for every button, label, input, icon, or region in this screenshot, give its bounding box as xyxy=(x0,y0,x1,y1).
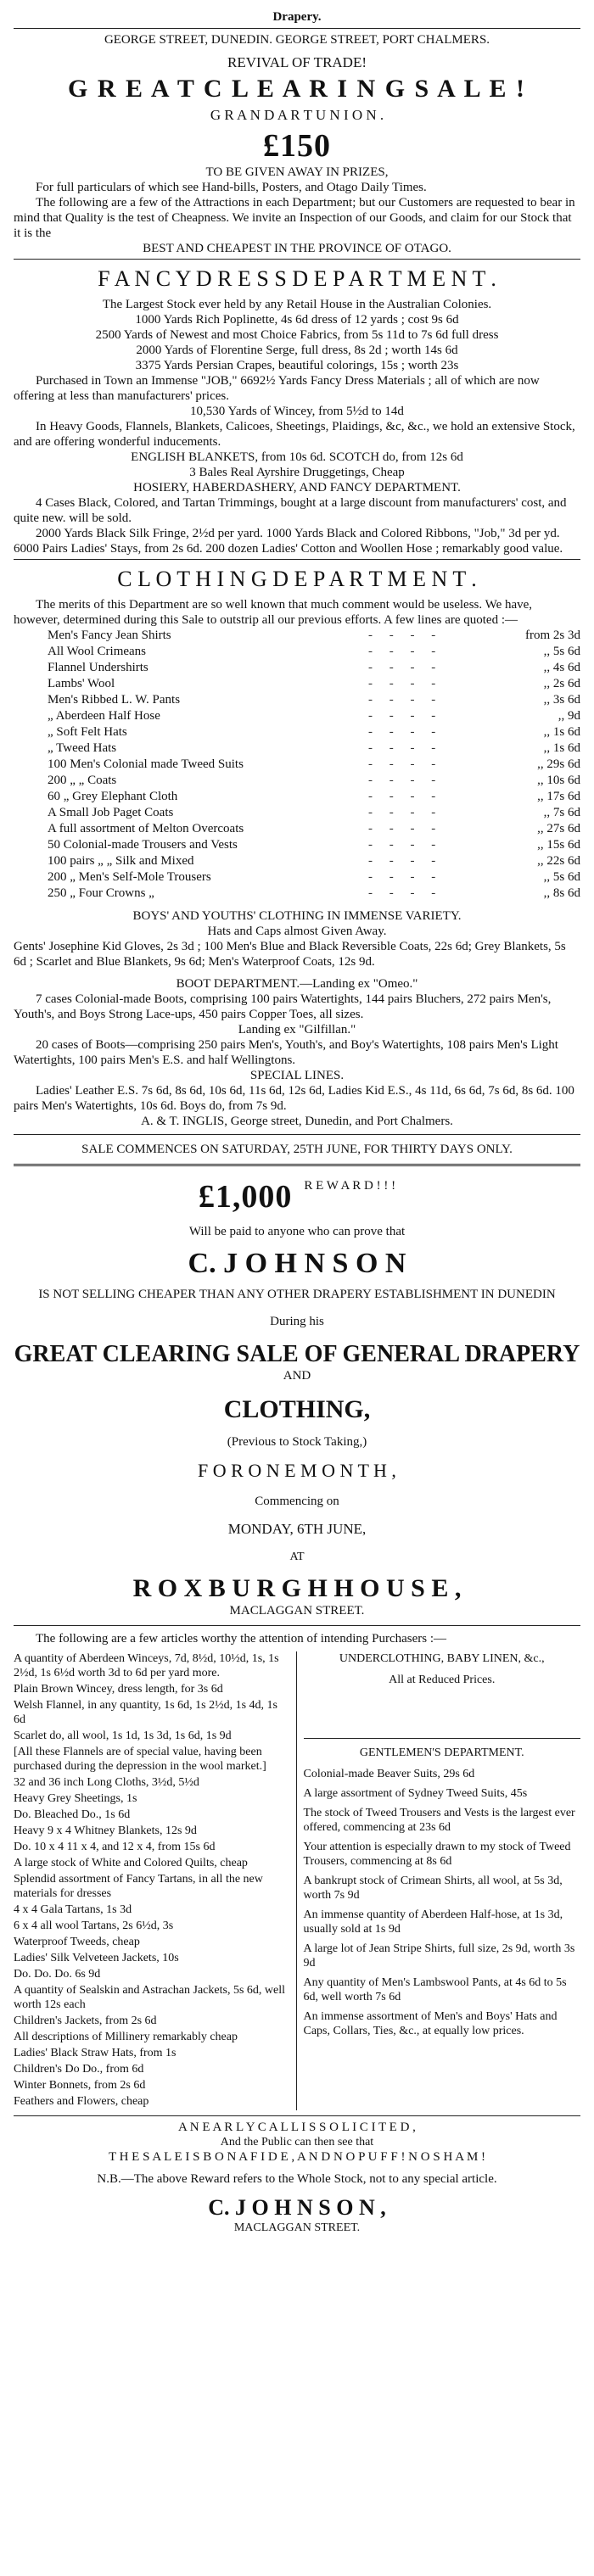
clothing-item: 100 Men's Colonial made Tweed Suits xyxy=(48,757,244,771)
clothing-item: All Wool Crimeans xyxy=(48,645,147,658)
fancy-line: 2000 Yards of Florentine Serge, full dress, 8s 2d ; worth 14s 6d xyxy=(136,344,458,357)
monday-date: MONDAY, 6TH JUNE, xyxy=(227,1521,367,1537)
fancy-dress-heading: F A N C Y D R E S S D E P A R T M E N T . xyxy=(98,266,496,291)
reward-amount: £1,000 xyxy=(198,1179,293,1215)
underclothing: UNDERCLOTHING, BABY LINEN, &c., xyxy=(339,1652,545,1665)
clothing-item: 200 „ „ Coats xyxy=(48,774,117,787)
clothing-price: ,, 7s 6d xyxy=(543,806,580,819)
best-cheapest: BEST AND CHEAPEST IN THE PROVINCE OF OTAGO. xyxy=(143,242,451,255)
drapery-item: Ladies' Silk Velveteen Jackets, 10s xyxy=(14,1952,179,1964)
clothing-item: „ Aberdeen Half Hose xyxy=(48,709,160,723)
gentlemens-item: Colonial-made Beaver Suits, 29s 6d xyxy=(303,1768,475,1780)
drapery-item: 4 x 4 Gala Tartans, 1s 3d xyxy=(14,1903,132,1916)
clothing-item: 60 „ Grey Elephant Cloth xyxy=(48,790,178,803)
clothing-item: „ Tweed Hats xyxy=(48,741,117,755)
divider xyxy=(14,259,580,260)
clothing-row xyxy=(14,757,580,773)
clothing-price: ,, 8s 6d xyxy=(543,886,580,900)
section-header: Drapery. xyxy=(272,10,322,24)
grand-art-union: G R A N D A R T U N I O N . xyxy=(210,107,384,123)
attractions-text: The following are a few of the Attractions in each Department; but our Customers are requested to bear in mind that Quality is the test of Cheapness. We invite an Inspection of our Goods, and claim for our Stock that it is the xyxy=(14,196,575,240)
reward-word: R E W A R D ! ! ! xyxy=(304,1179,396,1193)
fancy-line: 1000 Yards Rich Poplinette, 4s 6d dress of 12 yards ; cost 9s 6d xyxy=(135,313,459,327)
leader-dots: - - - - xyxy=(368,757,443,771)
clothing-item: Lambs' Wool xyxy=(48,677,115,690)
clothing-item: A Small Job Paget Coats xyxy=(48,806,174,819)
johnson-signature: C. J O H N S O N , xyxy=(208,2195,386,2220)
drapery-item: Scarlet do, all wool, 1s 1d, 1s 3d, 1s 6d, 1s 9d xyxy=(14,1729,232,1742)
fancy-line: 3375 Yards Persian Crapes, beautiful colorings, 15s ; worth 23s xyxy=(135,359,459,372)
following-articles: The following are a few articles worthy the attention of intending Purchasers :— xyxy=(36,1632,447,1646)
nb-note: N.B.—The above Reward refers to the Whole Stock, not to any special article. xyxy=(97,2172,497,2186)
gentlemens-item: A bankrupt stock of Crimean Shirts, all wool, at 5s 3d, worth 7s 9d xyxy=(303,1875,563,1902)
clothing-price: ,, 29s 6d xyxy=(537,757,580,771)
drapery-item: Welsh Flannel, in any quantity, 1s 6d, 1s 2½d, 1s 4d, 1s 6d xyxy=(14,1699,278,1726)
boys-text: Gents' Josephine Kid Gloves, 2s 3d ; 100 Men's Blue and Black Reversible Coats, 22s 6d; Grey Blankets, 5s 6d ; Scarlet and Blue Blankets, 9s 6d; Men's Waterproof Coats, 12s 9d. xyxy=(14,940,566,969)
clothing-price: ,, 10s 6d xyxy=(537,774,580,787)
fancy-line: 10,530 Yards of Wincey, from 5½d to 14d xyxy=(190,405,404,418)
great-clearing-sale-heading: G R E A T C L E A R I N G S A L E ! xyxy=(68,75,526,103)
boys-heading: BOYS' AND YOUTHS' CLOTHING IN IMMENSE VARIETY. xyxy=(132,909,462,923)
fancy-line: ENGLISH BLANKETS, from 10s 6d. SCOTCH do, from 12s 6d xyxy=(131,450,463,464)
leader-dots: - - - - xyxy=(368,838,443,852)
fancy-line: 2500 Yards of Newest and most Choice Fabrics, from 5s 11d to 7s 6d full dress xyxy=(95,328,499,342)
drapery-item: Waterproof Tweeds, cheap xyxy=(14,1936,140,1948)
clothing-row xyxy=(14,676,580,692)
gentlemens-item: A large assortment of Sydney Tweed Suits, 45s xyxy=(303,1787,528,1800)
signature-street: MACLAGGAN STREET. xyxy=(233,2221,361,2234)
clothing-price: ,, 4s 6d xyxy=(543,661,580,674)
clothing-row xyxy=(14,740,580,757)
bona-fide: T H E S A L E I S B O N A F I D E , A N D N O P U F F ! N O S H A M ! xyxy=(108,2150,486,2164)
clothing-item: 50 Colonial-made Trousers and Vests xyxy=(48,838,238,852)
prize-line: TO BE GIVEN AWAY IN PRIZES, xyxy=(205,165,389,179)
clothing-price: ,, 5s 6d xyxy=(543,645,580,658)
clothing-row xyxy=(14,853,580,869)
clothing-row xyxy=(14,837,580,853)
clothing-dept-heading: C L O T H I N G D E P A R T M E N T . xyxy=(117,567,477,591)
leader-dots: - - - - xyxy=(368,870,443,884)
fancy-dress-list xyxy=(14,297,580,556)
clothing-price: ,, 5s 6d xyxy=(543,870,580,884)
drapery-item: 6 x 4 all wool Tartans, 2s 6½d, 3s xyxy=(14,1919,174,1932)
clothing-price: ,, 17s 6d xyxy=(537,790,580,803)
boot-landing: Landing ex "Gilfillan." xyxy=(238,1023,356,1037)
leader-dots: - - - - xyxy=(368,886,443,900)
gentlemens-items xyxy=(304,1767,581,2038)
clothing-price: ,, 15s 6d xyxy=(537,838,580,852)
divider xyxy=(14,1625,580,1626)
gentlemens-item: Any quantity of Men's Lambswool Pants, at 4s 6d to 5s 6d, well worth 7s 6d xyxy=(303,1976,567,2003)
previous-stock: (Previous to Stock Taking,) xyxy=(227,1435,367,1449)
leader-dots: - - - - xyxy=(368,854,443,868)
divider xyxy=(14,559,580,560)
drapery-item: Winter Bonnets, from 2s 6d xyxy=(14,2079,146,2092)
reduced-prices: All at Reduced Prices. xyxy=(389,1674,496,1686)
top-addresses: GEORGE STREET, DUNEDIN. GEORGE STREET, PORT CHALMERS. xyxy=(104,33,490,47)
johnson-advertisement xyxy=(14,1178,580,2235)
drapery-item: A quantity of Sealskin and Astrachan Jackets, 5s 6d, well worth 12s each xyxy=(14,1984,285,2011)
top-rule xyxy=(14,28,580,29)
gentlemens-item: The stock of Tweed Trousers and Vests is the largest ever offered, commencing at 23s 6d xyxy=(303,1807,575,1834)
clothing-row xyxy=(14,789,580,805)
at-word: AT xyxy=(289,1551,305,1563)
right-column xyxy=(304,1651,581,2110)
fancy-line: In Heavy Goods, Flannels, Blankets, Calicoes, Sheetings, Plaidings, &c, &c., we hold an extensive Stock, and are offering wonderful inducements. xyxy=(14,420,575,449)
left-column xyxy=(14,1651,297,2110)
leader-dots: - - - - xyxy=(368,822,443,835)
drapery-item: Children's Jackets, from 2s 6d xyxy=(14,2014,157,2027)
boot-text-2: 20 cases of Boots—comprising 250 pairs Men's, Youth's, and Boy's Watertights, 108 pairs Men's Light Watertights, 100 pairs Men's E.S. and half Wellingtons. xyxy=(14,1038,558,1067)
clothing-intro: The merits of this Department are so well known that much comment would be useless. We have, however, determined during this Sale to outstrip all our previous efforts. A few lines are quoted :— xyxy=(14,598,533,627)
clothing-price: ,, 1s 6d xyxy=(543,725,580,739)
particulars: For full particulars of which see Hand-bills, Posters, and Otago Daily Times. xyxy=(36,181,427,194)
gentlemens-dept: GENTLEMEN'S DEPARTMENT. xyxy=(359,1746,524,1759)
clothing-item: A full assortment of Melton Overcoats xyxy=(48,822,244,835)
hosiery-heading: HOSIERY, HABERDASHERY, AND FANCY DEPARTMENT. xyxy=(133,481,461,495)
drapery-item: Heavy 9 x 4 Whitney Blankets, 12s 9d xyxy=(14,1824,197,1837)
leader-dots: - - - - xyxy=(368,661,443,674)
gcs-general-drapery: GREAT CLEARING SALE OF GENERAL DRAPERY xyxy=(14,1341,580,1367)
gentlemens-item: A large lot of Jean Stripe Shirts, full size, 2s 9d, worth 3s 9d xyxy=(303,1942,575,1970)
fancy-line: Purchased in Town an Immense "JOB," 6692½ Yards Fancy Dress Materials ; all of which are now offering at less than manufacturers' prices. xyxy=(14,374,540,403)
clothing-row xyxy=(14,869,580,886)
clothing-item: „ Soft Felt Hats xyxy=(48,725,127,739)
clothing-item: 250 „ Four Crowns „ xyxy=(48,886,154,900)
leader-dots: - - - - xyxy=(368,741,443,755)
drapery-item: Plain Brown Wincey, dress length, for 3s 6d xyxy=(14,1683,223,1696)
special-heading: SPECIAL LINES. xyxy=(249,1069,345,1082)
clothing-price: ,, 1s 6d xyxy=(543,741,580,755)
clothing-row xyxy=(14,805,580,821)
inglis-signature: A. & T. INGLIS, George street, Dunedin, and Port Chalmers. xyxy=(141,1115,453,1128)
drapery-item: Heavy Grey Sheetings, 1s xyxy=(14,1792,137,1805)
clothing-row xyxy=(14,628,580,644)
inglis-advertisement xyxy=(14,32,580,1157)
drapery-item: Do. 10 x 4 11 x 4, and 12 x 4, from 15s 6d xyxy=(14,1841,216,1853)
divider xyxy=(14,1134,580,1135)
during: During his xyxy=(270,1315,324,1328)
and-word: AND xyxy=(283,1369,311,1383)
clothing-price: ,, 2s 6d xyxy=(543,677,580,690)
drapery-item: Ladies' Black Straw Hats, from 1s xyxy=(14,2047,177,2059)
clothing-row xyxy=(14,644,580,660)
commencing: Commencing on xyxy=(255,1495,339,1508)
boys-sub: Hats and Caps almost Given Away. xyxy=(207,925,387,938)
clothing-row xyxy=(14,660,580,676)
divider xyxy=(14,2115,580,2116)
drapery-item: All descriptions of Millinery remarkably cheap xyxy=(14,2031,238,2043)
clothing-price: ,, 22s 6d xyxy=(537,854,580,868)
fancy-line: 4 Cases Black, Colored, and Tartan Trimmings, bought at a large discount from manufacturers' cost, and quite new. will be sold. xyxy=(14,496,567,525)
drapery-item: Do. Bleached Do., 1s 6d xyxy=(14,1808,131,1821)
clothing-price: ,, 27s 6d xyxy=(537,822,580,835)
special-text: Ladies' Leather E.S. 7s 6d, 8s 6d, 10s 6d, 11s 6d, 12s 6d, Ladies Kid E.S., 4s 11d, 6s 6d, 7s 6d, 8s 6d. 100 pairs Men's Watertights, 10s 6d. Boys do, from 7s 9d. xyxy=(14,1084,574,1113)
gentlemens-item: Your attention is especially drawn to my stock of Tweed Trousers, commencing at 8s 6d xyxy=(303,1841,571,1868)
newspaper-page xyxy=(7,0,587,2235)
clothing-item: 200 „ Men's Self-Mole Trousers xyxy=(48,870,211,884)
for-one-month: F O R O N E M O N T H , xyxy=(198,1460,396,1481)
drapery-item: A large stock of White and Colored Quilts, cheap xyxy=(14,1857,248,1869)
clothing-price: from 2s 3d xyxy=(525,629,580,642)
clothing-price-list xyxy=(14,628,580,902)
drapery-item: Feathers and Flowers, cheap xyxy=(14,2095,149,2108)
leader-dots: - - - - xyxy=(368,790,443,803)
boot-heading: BOOT DEPARTMENT.—Landing ex "Omeo." xyxy=(176,977,418,991)
leader-dots: - - - - xyxy=(368,629,443,642)
prize-amount: £150 xyxy=(263,128,331,164)
revival-heading: REVIVAL OF TRADE! xyxy=(227,54,367,70)
public-see: And the Public can then see that xyxy=(220,2136,374,2149)
clothing-row xyxy=(14,886,580,902)
fancy-line: 2000 Yards Black Silk Fringe, 2½d per yard. 1000 Yards Black and Colored Ribbons, "Job," 3d per yd. 6000 Pairs Ladies' Stays, from 2s 6d. 200 dozen Ladies' Cotton and Woollen Hose ; remarkably good value. xyxy=(14,527,563,556)
roxburgh-house: R O X B U R G H H O U S E , xyxy=(132,1574,462,1602)
clothing-row xyxy=(14,708,580,724)
not-selling: IS NOT SELLING CHEAPER THAN ANY OTHER DRAPERY ESTABLISHMENT IN DUNEDIN xyxy=(38,1288,556,1301)
clothing-row xyxy=(14,692,580,708)
clothing-heading: CLOTHING, xyxy=(223,1395,371,1423)
clothing-row xyxy=(14,821,580,837)
fancy-line: The Largest Stock ever held by any Retail House in the Australian Colonies. xyxy=(102,298,492,311)
clothing-row xyxy=(14,724,580,740)
early-call: A N E A R L Y C A L L I S S O L I C I T E D , xyxy=(178,2121,416,2134)
cjohnson-heading: C. J O H N S O N xyxy=(188,1248,406,1279)
leader-dots: - - - - xyxy=(368,725,443,739)
clothing-price: ,, 9d xyxy=(558,709,580,723)
drapery-item: 32 and 36 inch Long Cloths, 3½d, 5½d xyxy=(14,1776,199,1789)
clothing-item: 100 pairs „ „ Silk and Mixed xyxy=(48,854,194,868)
maclaggan-street: MACLAGGAN STREET. xyxy=(229,1604,365,1618)
clothing-item: Men's Fancy Jean Shirts xyxy=(48,629,171,642)
leader-dots: - - - - xyxy=(368,774,443,787)
divider xyxy=(304,1738,581,1739)
clothing-item: Flannel Undershirts xyxy=(48,661,148,674)
leader-dots: - - - - xyxy=(368,806,443,819)
fancy-line: 3 Bales Real Ayrshire Druggetings, Cheap xyxy=(189,466,405,479)
clothing-row xyxy=(14,773,580,789)
will-be-paid: Will be paid to anyone who can prove that xyxy=(188,1225,406,1238)
drapery-item: Splendid assortment of Fancy Tartans, in all the new materials for dresses xyxy=(14,1873,263,1900)
boot-text-1: 7 cases Colonial-made Boots, comprising 100 pairs Watertights, 144 pairs Bluchers, 272 pairs Men's, Youth's, and Boys Strong Lace-ups, 450 pairs Copper Toes, all sizes. xyxy=(14,992,552,1021)
leader-dots: - - - - xyxy=(368,645,443,658)
articles-columns xyxy=(14,1651,580,2110)
ad-separator xyxy=(14,1164,580,1166)
leader-dots: - - - - xyxy=(368,677,443,690)
clothing-item: Men's Ribbed L. W. Pants xyxy=(48,693,181,707)
drapery-item: Do. Do. Do. 6s 9d xyxy=(14,1968,101,1981)
gentlemens-item: An immense quantity of Aberdeen Half-hose, at 1s 3d, usually sold at 1s 9d xyxy=(303,1908,563,1936)
clothing-price: ,, 3s 6d xyxy=(543,693,580,707)
sale-commences: SALE COMMENCES ON SATURDAY, 25TH JUNE, FOR THIRTY DAYS ONLY. xyxy=(81,1143,513,1156)
leader-dots: - - - - xyxy=(368,693,443,707)
drapery-item: A quantity of Aberdeen Winceys, 7d, 8½d, 10½d, 1s, 1s 2½d, 1s 6½d worth 3d to 6d per yard more. xyxy=(14,1652,279,1679)
drapery-item: [All these Flannels are of special value, having been purchased during the depression in the wool market.] xyxy=(14,1746,266,1773)
drapery-item: Children's Do Do., from 6d xyxy=(14,2063,144,2076)
leader-dots: - - - - xyxy=(368,709,443,723)
gentlemens-item: An immense assortment of Men's and Boys' Hats and Caps, Collars, Ties, &c., at equally low prices. xyxy=(303,2010,558,2037)
